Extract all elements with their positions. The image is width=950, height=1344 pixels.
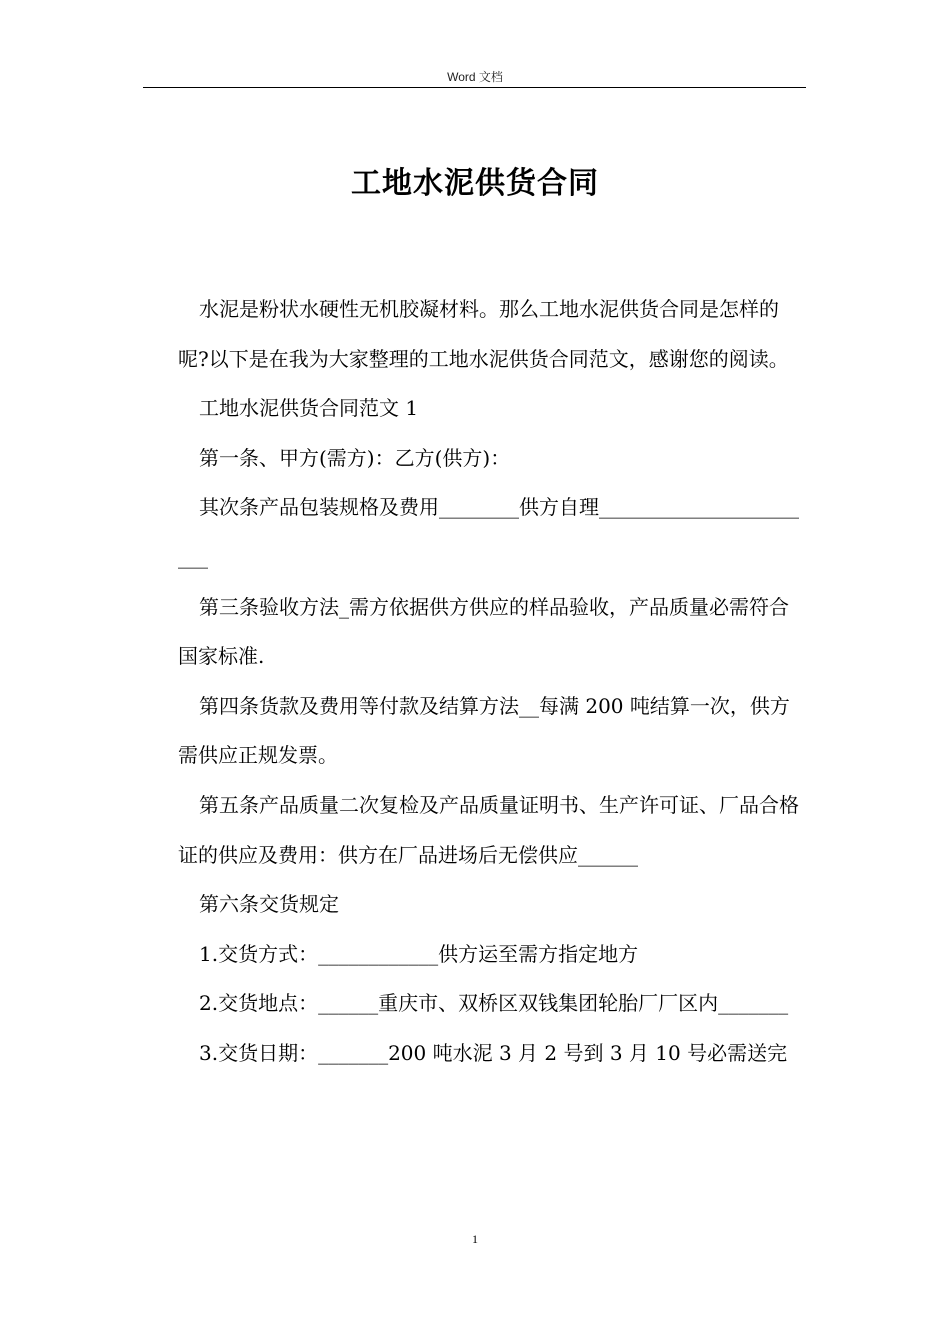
page-number: 1 xyxy=(472,1232,478,1246)
paragraph-intro: 水泥是粉状水硬性无机胶凝材料。那么工地水泥供货合同是怎样的呢?以下是在我为大家整理的工地水泥供货合同范文，感谢您的阅读。 xyxy=(178,297,789,371)
document-body xyxy=(178,285,808,1079)
paragraph-article-2: 其次条产品包装规格及费用________供方自理_______________________ xyxy=(178,495,799,569)
document-title: 工地水泥供货合同 xyxy=(351,166,599,201)
paragraph-sample-heading: 工地水泥供货合同范文 1 xyxy=(199,396,419,421)
paragraph-article-1: 第一条、甲方(需方)：乙方(供方)： xyxy=(199,445,511,470)
paragraph-delivery-method: 1.交货方式：____________供方运至需方指定地方 xyxy=(199,941,639,966)
paragraph-article-3: 第三条验收方法_需方依据供方供应的样品验收，产品质量必需符合国家标准. xyxy=(178,594,789,669)
paragraph-article-6: 第六条交货规定 xyxy=(199,892,339,917)
paragraph-article-4: 第四条货款及费用等付款及结算方法__每满 200 吨结算一次，供方需供应正规发票。 xyxy=(178,693,790,768)
paragraph-delivery-date: 3.交货日期：_______200 吨水泥 3 月 2 号到 3 月 10 号必需送完 xyxy=(199,1040,788,1065)
page-header: Word 文档 xyxy=(447,70,503,84)
header-divider xyxy=(143,87,806,88)
paragraph-article-5: 第五条产品质量二次复检及产品质量证明书、生产许可证、厂品合格证的供应及费用：供方在厂品进场后无偿供应______ xyxy=(178,792,799,867)
paragraph-delivery-location: 2.交货地点：______重庆市、双桥区双钱集团轮胎厂厂区内_______ xyxy=(199,991,789,1016)
